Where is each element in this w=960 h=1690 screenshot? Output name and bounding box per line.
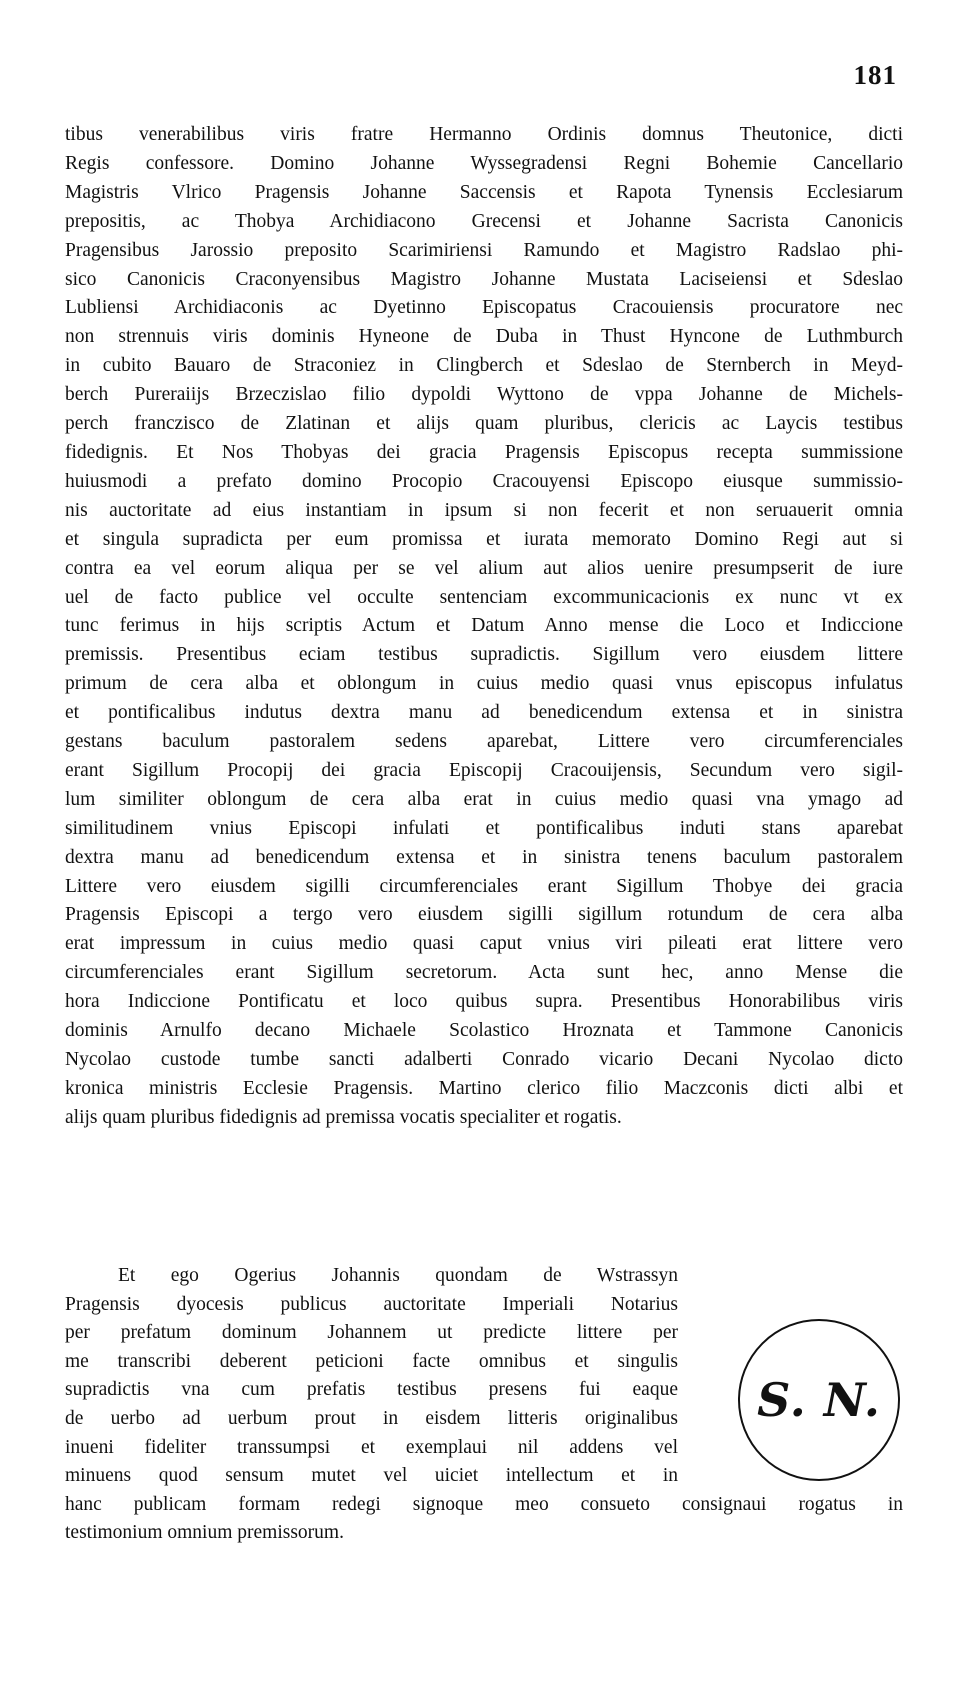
text-line: et pontificalibus indutus dextra manu ad benedicendum extensa et in sinistra bbox=[65, 702, 903, 724]
text-line: erant Sigillum Procopij dei gracia Episcopij Cracouijensis, Secundum vero sigil- bbox=[65, 759, 903, 781]
text-line: contra ea vel eorum aliqua per se vel alium aut alios uenire presumpserit de iure bbox=[65, 557, 903, 579]
text-line: non strennuis viris dominis Hyneone de Duba in Thust Hyncone de Luthmburch bbox=[65, 326, 903, 348]
text-line: fidedignis. Et Nos Thobyas dei gracia Pragensis Episcopus recepta summissione bbox=[65, 441, 903, 463]
text-line: Lubliensi Archidiaconis ac Dyetinno Episcopatus Cracouiensis procuratore nec bbox=[65, 297, 903, 319]
text-line: et singula supradicta per eum promissa et iurata memorato Domino Regi aut si bbox=[65, 528, 903, 550]
notary-seal bbox=[738, 1319, 900, 1481]
text-line: Nycolao custode tumbe sancti adalberti Conrado vicario Decani Nycolao dicto bbox=[65, 1049, 903, 1070]
text-line: circumferenciales erant Sigillum secretorum. Acta sunt hec, anno Mense die bbox=[65, 962, 903, 984]
text-line: dominis Arnulfo decano Michaele Scolastico Hroznata et Tammone Canonicis bbox=[65, 1020, 903, 1042]
text-line: Magistris Vlrico Pragensis Johanne Saccensis et Rapota Tynensis Ecclesiarum bbox=[65, 181, 903, 203]
text-line: nis auctoritate ad eius instantiam in ipsum si non fecerit et non seruauerit omnia bbox=[65, 499, 903, 521]
notary-line: inueni fideliter transsumpsi et exemplaui nil addens vel bbox=[65, 1436, 678, 1458]
text-line: tibus venerabilibus viris fratre Hermanno Ordinis domnus Theutonice, dicti bbox=[65, 124, 903, 145]
text-line: alijs quam pluribus fidedignis ad premissa vocatis specialiter et rogatis. bbox=[65, 1106, 622, 1128]
notary-line: supradictis vna cum prefatis testibus presens fui eaque bbox=[65, 1379, 678, 1401]
text-line: prepositis, ac Thobya Archidiacono Grecensi et Johanne Sacrista Canonicis bbox=[65, 210, 903, 232]
text-line: tunc ferimus in hijs scriptis Actum et Datum Anno mense die Loco et Indiccione bbox=[65, 615, 903, 637]
text-line: sico Canonicis Craconyensibus Magistro Johanne Mustata Laciseiensi et Sdeslao bbox=[65, 268, 903, 290]
notary-seal-text: S. N. bbox=[757, 1373, 881, 1427]
text-line: dextra manu ad benedicendum extensa et in sinistra tenens baculum pastoralem bbox=[65, 846, 903, 868]
text-line: erat impressum in cuius medio quasi caput vnius viri pileati erat littere vero bbox=[65, 933, 903, 955]
text-line: hora Indiccione Pontificatu et loco quibus supra. Presentibus Honorabilibus viris bbox=[65, 991, 903, 1013]
text-line: berch Pureraiijs Brzeczislao filio dypoldi Wyttono de vppa Johanne de Michels- bbox=[65, 384, 903, 406]
page-number: 181 bbox=[853, 60, 897, 90]
text-line: kronica ministris Ecclesie Pragensis. Martino clerico filio Maczconis dicti albi et bbox=[65, 1077, 903, 1099]
text-line: similitudinem vnius Episcopi infulati et pontificalibus induti stans aparebat bbox=[65, 817, 903, 839]
text-line: primum de cera alba et oblongum in cuius medio quasi vnus episcopus infulatus bbox=[65, 673, 903, 695]
text-line: uel de facto publice vel occulte sentenciam excommunicacionis ex nunc vt ex bbox=[65, 586, 903, 608]
text-line: in cubito Bauaro de Straconiez in Clingberch et Sdeslao de Sternberch in Meyd- bbox=[65, 355, 903, 377]
notary-line: testimonium omnium premissorum. bbox=[65, 1522, 344, 1544]
notary-line: de uerbo ad uerbum prout in eisdem litteris originalibus bbox=[65, 1407, 678, 1429]
text-line: Pragensis Episcopi a tergo vero eiusdem sigilli sigillum rotundum de cera alba bbox=[65, 904, 903, 926]
text-line: Pragensibus Jarossio preposito Scarimiriensi Ramundo et Magistro Radslao phi- bbox=[65, 239, 903, 261]
text-line: huiusmodi a prefato domino Procopio Cracouyensi Episcopo eiusque summissio- bbox=[65, 470, 903, 492]
notary-line: per prefatum dominum Johannem ut predicte littere per bbox=[65, 1322, 678, 1344]
notary-line: Et ego Ogerius Johannis quondam de Wstrassyn bbox=[118, 1265, 678, 1286]
main-text-body bbox=[65, 121, 903, 1133]
text-line: lum similiter oblongum de cera alba erat in cuius medio quasi vna ymago ad bbox=[65, 788, 903, 810]
text-line: Regis confessore. Domino Johanne Wyssegradensi Regni Bohemie Cancellario bbox=[65, 152, 903, 174]
text-line: perch franczisco de Zlatinan et alijs quam pluribus, clericis ac Laycis testibus bbox=[65, 413, 903, 435]
notary-attestation-narrow bbox=[65, 1262, 678, 1491]
text-line: Littere vero eiusdem sigilli circumferenciales erant Sigillum Thobye dei gracia bbox=[65, 875, 903, 897]
notary-line: me transcribi deberent peticioni facte omnibus et singulis bbox=[65, 1350, 678, 1372]
text-line: gestans baculum pastoralem sedens aparebat, Littere vero circumferenciales bbox=[65, 731, 903, 753]
notary-line: minuens quod sensum mutet vel uiciet intellectum et in bbox=[65, 1465, 678, 1487]
text-line: premissis. Presentibus eciam testibus supradictis. Sigillum vero eiusdem littere bbox=[65, 644, 903, 666]
notary-line: hanc publicam formam redegi signoque meo consueto consignaui rogatus in bbox=[65, 1493, 903, 1515]
notary-line: Pragensis dyocesis publicus auctoritate Imperiali Notarius bbox=[65, 1293, 678, 1315]
